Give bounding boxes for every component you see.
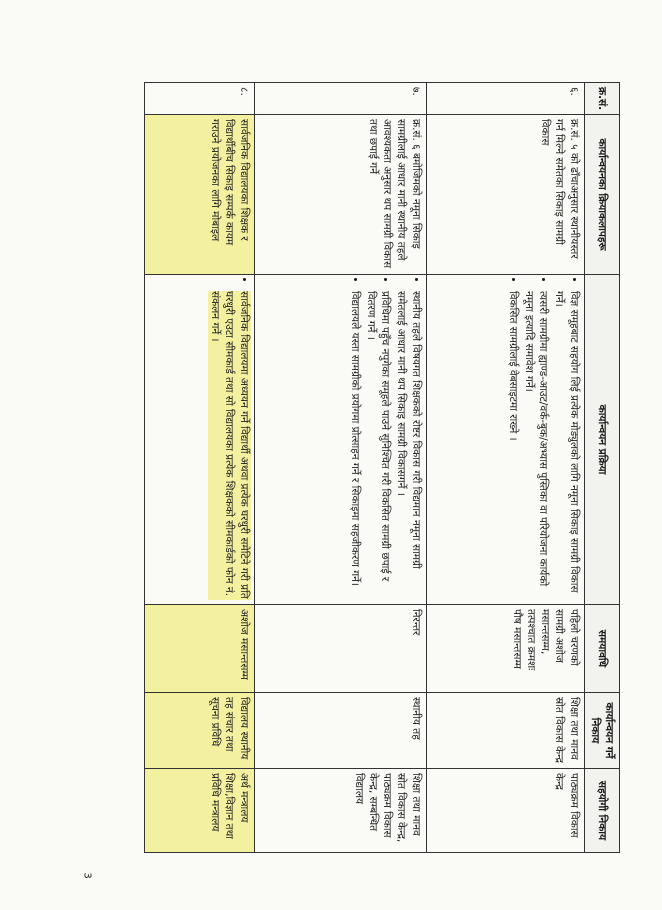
cell-process: [144, 275, 254, 605]
header-process: कार्यान्वयन प्रक्रिया: [584, 275, 619, 605]
cell-process: [254, 275, 426, 605]
cell-process: [426, 275, 584, 605]
process-item: • विज्ञ समूहबाट सहयोग लिई प्रत्येक मोड्युलको लागि नमूना सिकाइ सामग्री विकास गर्ने।: [552, 291, 580, 600]
cell-timeline: अशोज मसान्तसम्म: [144, 605, 254, 693]
process-item: • प्रविधिमा पहुँच नपुगेका समूहले पाउने सुनिश्चित गरी विकसित सामग्री छपाई र वितरण गर्ने ।: [364, 291, 392, 600]
cell-sn: ७.: [254, 83, 426, 115]
cell-activity: क्र.सं. ५ को ढाँचाअनुसार स्थानीयस्तर गर्न मिल्ने समेतका सिकाइ सामग्री विकास: [426, 115, 584, 275]
header-activity: कार्यान्वयनका क्रियाकलापहरू: [584, 115, 619, 275]
cell-implementer: शिक्षा तथा मानव स्रोत विकास केन्द्र: [426, 693, 584, 769]
cell-support: पाठ्यक्रम विकास केन्द्र: [426, 769, 584, 853]
process-item: • विकसित सामग्रीलाई वेबसाइटमा राख्ने ।: [506, 291, 520, 600]
process-item: • त्यसरी सामग्रीमा ह्याण्ड-आउट/वर्क-बुक/अभ्यास पुस्तिका वा परियोजना कार्यको नमूना इत्यादि समावेश गर्ने।: [522, 291, 550, 600]
cell-support: शिक्षा तथा मानव स्रोत विकास केन्द्र, पाठ्यक्रम विकास केन्द्र, सम्बन्धित विद्यालय: [254, 769, 426, 853]
rotated-table-wrapper: [100, 82, 620, 852]
header-sn: क्र.सं.: [584, 83, 619, 115]
process-item: • स्थानीय तहले विषयगत शिक्षकको रोष्टर विकास गरी विद्यमान नमूना सामग्री समेतलाई आधार मानी थप सिकाइ सामग्री विकासगर्ने ।: [394, 291, 422, 600]
header-support: सहयोगी निकाय: [584, 769, 619, 853]
cell-implementer: स्थानीय तह: [254, 693, 426, 769]
cell-timeline: पहिलो चरणको सामग्री अशोज मसान्तसम्म, तत्पश्चात क्रमशः पौष मसान्तसम्म: [426, 605, 584, 693]
implementation-table: [144, 82, 620, 853]
cell-support: अर्थ मन्त्रालय शिक्षा,विज्ञान तथा प्रविधि मन्त्रालय: [144, 769, 254, 853]
cell-sn: ६.: [426, 83, 584, 115]
header-row: [584, 83, 619, 853]
cell-activity: सार्वजनिक विद्यालयका शिक्षक र विद्यार्थीबीच सिकाइ सम्पर्क कायम गराउने प्रयोजनका लागि मोबाइल: [144, 115, 254, 275]
table-row: [254, 83, 426, 853]
cell-activity: क्र.सं. ६ बमोजिमको नमूना सिकाइ सामग्रीलाई आधार मानी स्थानीय तहले आवश्यकता अनुसार थप सामग्री विकास तथा छपाई गर्ने: [254, 115, 426, 275]
header-timeline: समयावधि: [584, 605, 619, 693]
process-item: • विद्यालयले यस्ता सामग्रीको प्रयोगमा प्रोत्साहन गर्ने र सिकाइमा सहजीकरण गर्ने।: [348, 291, 362, 600]
table-row: [144, 83, 254, 853]
cell-implementer: विद्यालय स्थानीय तह संचार तथा सूचना प्रविधि: [144, 693, 254, 769]
cell-timeline: निरन्तर: [254, 605, 426, 693]
process-item: • सार्वजनिक विद्यालयमा अध्ययन गर्ने विद्यार्थी अथवा प्रत्येक घरधुरी समेटिने गरी प्रति घरधुरी एउटा सीमकार्ड तथा सो विद्यालयका प्रत्येक शिक्षकको सीमकार्डको फोन नं. संकलन गर्ने ।: [208, 291, 251, 600]
table-row: [426, 83, 584, 853]
cell-sn: ८.: [144, 83, 254, 115]
page-number: 3: [81, 872, 93, 879]
header-implementer: कार्यान्वयन गर्ने निकाय: [584, 693, 619, 769]
